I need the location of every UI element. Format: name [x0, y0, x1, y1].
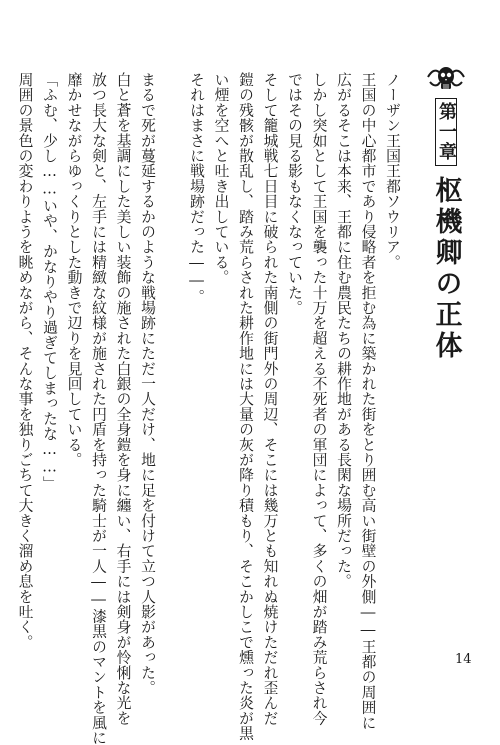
text-line: 靡かせながらゆっくりとした動きで辺りを見回している。	[65, 72, 83, 468]
text-line: 放つ長大な剣と、左手には精緻な紋様が施された円盾を持った騎士が一人――漆黒のマントを風に	[90, 72, 107, 745]
skull-emblem-icon	[426, 60, 466, 94]
text-line: 王国の中心都市であり侵略者を拒む為に築かれた街をとり囲む高い街壁の外側――王都の周囲に	[359, 72, 377, 730]
text-line: い煙を空へと吐き出している。	[212, 72, 230, 285]
page-number: 14	[455, 652, 472, 667]
text-line: しかし突如として王国を襲った十万を超える不死者の軍団によって、多くの畑が踏み荒らされ今	[310, 72, 328, 726]
text-line: 鎧の残骸が散乱し、踏み荒らされた耕作地には大量の灰が降り積もり、そこかしこで燻った炎が黒	[237, 72, 254, 741]
chapter-title: 枢機卿の正体	[430, 176, 462, 362]
text-line: ノーザン王国王都ソウリア。	[384, 72, 401, 270]
chapter-heading	[414, 60, 478, 620]
text-line: 広がるそこは本来、王都に住む農民たちの耕作地がある長閑な場所だった。	[335, 72, 352, 589]
text-line: まるで死が蔓延するかのような戦場跡にただ一人だけ、地に足を付けて立つ人影があった。	[139, 72, 156, 696]
text-line: それはまさに戦場跡だった――。	[188, 72, 205, 305]
blank-line	[159, 72, 184, 632]
text-line: 周囲の景色の変わりようを眺めながら、そんな事を独りごちて大きく溜め息を吐く。	[16, 72, 34, 650]
chapter-number: 第一章	[435, 98, 457, 166]
text-line: ではその見る影もなくなっていた。	[286, 72, 303, 316]
text-line: 白と蒼を基調にした美しい装飾の施された白銀の全身鎧を身に纏い、右手には剣身が怜悧な光を	[114, 72, 132, 726]
body-text	[12, 72, 404, 745]
text-line: 「ふむ、少し……いや、かなりやり過ぎてしまったな……」	[41, 72, 58, 492]
text-line: そして籠城戦七日目に破られた南側の街門外の周辺、そこには幾万とも知れぬ焼けただれ歪んだ	[261, 72, 279, 726]
